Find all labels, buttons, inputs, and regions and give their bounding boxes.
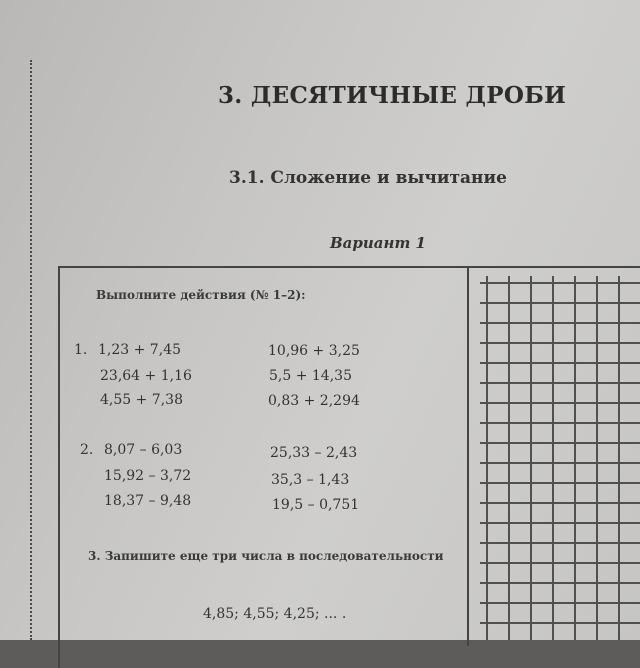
- task2-right-expr-2: 35,3 – 1,43: [271, 472, 350, 488]
- task2-number: 2.: [80, 442, 94, 458]
- task1-left-expr-1: 1,23 + 7,45: [98, 342, 181, 358]
- task3-text: 3. Запишите еще три числа в последовательности: [88, 549, 444, 563]
- instruction-text: Выполните действия (№ 1–2):: [96, 288, 306, 302]
- task2-left-expr-3: 18,37 – 9,48: [104, 493, 192, 509]
- chapter-title: 3. ДЕСЯТИЧНЫЕ ДРОБИ: [218, 82, 567, 109]
- task3-sequence: 4,85; 4,55; 4,25; ... .: [203, 606, 347, 622]
- section-title: 3.1. Сложение и вычитание: [229, 168, 507, 188]
- task1-right-expr-1: 10,96 + 3,25: [268, 343, 360, 359]
- task2-left-expr-1: 8,07 – 6,03: [104, 442, 183, 458]
- task1-right-expr-3: 0,83 + 2,294: [268, 393, 360, 409]
- answer-grid: [480, 276, 640, 640]
- task1-left-expr-2: 23,64 + 1,16: [100, 368, 192, 384]
- task1-left-expr-3: 4,55 + 7,38: [100, 392, 183, 408]
- box-divider: [467, 266, 469, 646]
- task2-right-expr-3: 19,5 – 0,751: [272, 497, 360, 513]
- task1-number: 1.: [74, 342, 88, 358]
- task2-right-expr-1: 25,33 – 2,43: [270, 445, 358, 461]
- task2-left-expr-2: 15,92 – 3,72: [104, 468, 192, 484]
- margin-dotted-line: [30, 60, 32, 640]
- task1-right-expr-2: 5,5 + 14,35: [269, 368, 352, 384]
- variant-label: Вариант 1: [330, 234, 426, 252]
